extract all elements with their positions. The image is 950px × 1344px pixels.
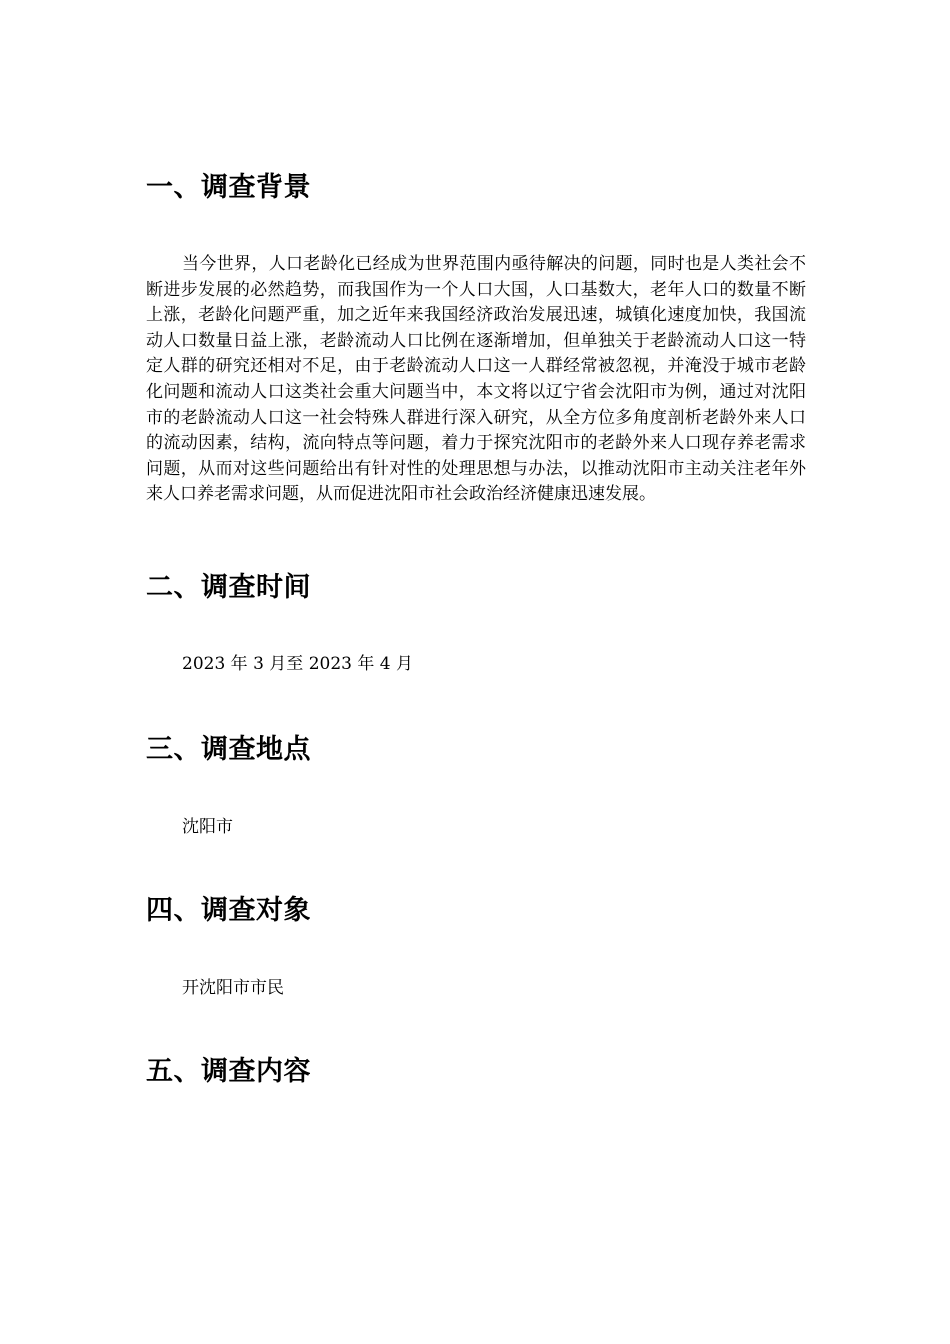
section-body-background: 当今世界，人口老龄化已经成为世界范围内亟待解决的问题，同时也是人类社会不断进步发展的必然趋势，而我国作为一个人口大国，人口基数大，老年人口的数量不断上涨，老龄化问题严重，加之近年来我国经济政治发展迅速，城镇化速度加快，我国流动人口数量日益上涨，老龄流动人口比例在逐渐增加，但单独关于老龄流动人口这一特定人群的研究还相对不足，由于老龄流动人口这一人群经常被忽视，并淹没于城市老龄化问题和流动人口这类社会重大问题当中，本文将以辽宁省会沈阳市为例，通过对沈阳市的老龄流动人口这一社会特殊人群进行深入研究，从全方位多角度剖析老龄外来人口的流动因素，结构，流向特点等问题，着力于探究沈阳市的老龄外来人口现存养老需求问题，从而对这些问题给出有针对性的处理思想与办法，以推动沈阳市主动关注老年外来人口养老需求问题，从而促进沈阳市社会政治经济健康迅速发展。 (146, 254, 806, 505)
section-body-time: 2023 年 3 月至 2023 年 4 月 (182, 654, 413, 674)
section-body-subjects: 开沈阳市市民 (182, 978, 284, 998)
section-heading-content: 五、调查内容 (146, 1056, 311, 1087)
section-heading-background: 一、调查背景 (146, 172, 311, 203)
section-heading-subjects: 四、调查对象 (146, 895, 311, 926)
section-heading-time: 二、调查时间 (146, 572, 311, 603)
section-body-location: 沈阳市 (182, 817, 233, 837)
section-heading-location: 三、调查地点 (146, 734, 311, 765)
